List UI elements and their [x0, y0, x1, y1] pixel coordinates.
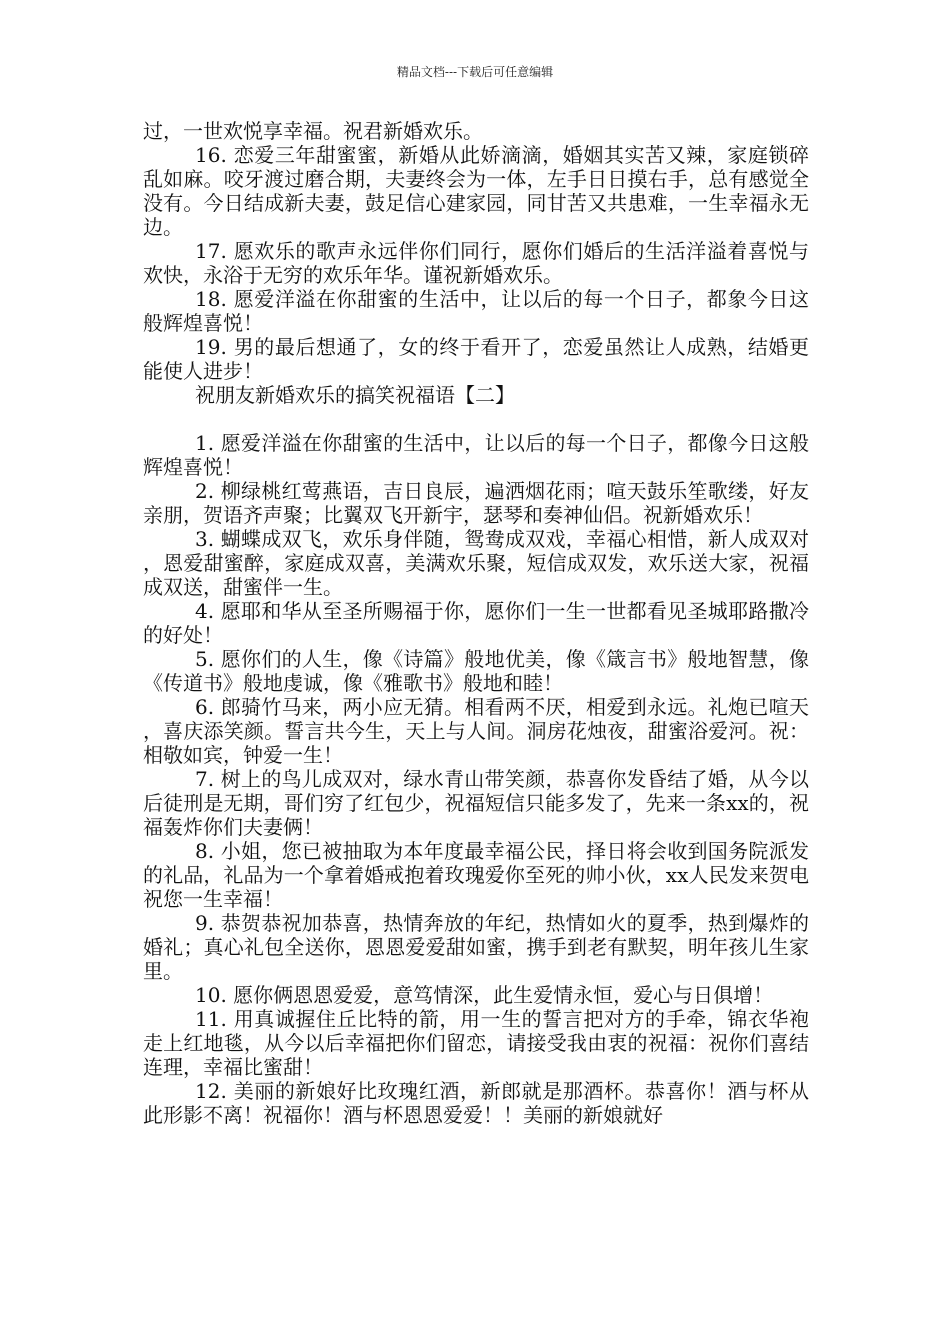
paragraph: 6. 郎骑竹马来，两小应无猜。相看两不厌，相爱到永远。礼炮已喧天，喜庆添笑颜。誓言共今生，天上与人间。洞房花烛夜，甜蜜浴爱河。祝：相敬如宾，钟爱一生！ [143, 695, 809, 767]
paragraph: 4. 愿耶和华从至圣所赐福于你，愿你们一生一世都看见圣城耶路撒冷的好处！ [143, 599, 809, 647]
paragraph: 18. 愿爱洋溢在你甜蜜的生活中，让以后的每一个日子，都象今日这般辉煌喜悦！ [143, 287, 809, 335]
paragraph: 3. 蝴蝶成双飞，欢乐身伴随，鸳鸯成双戏，幸福心相惜，新人成双对，恩爱甜蜜醉，家庭成双喜，美满欢乐聚，短信成双发，欢乐送大家，祝福成双送，甜蜜伴一生。 [143, 527, 809, 599]
page-header: 精品文档---下载后可任意编辑 [396, 65, 554, 79]
paragraph: 9. 恭贺恭祝加恭喜，热情奔放的年纪，热情如火的夏季，热到爆炸的婚礼；真心礼包全送你，恩恩爱爱甜如蜜，携手到老有默契，明年孩儿生家里。 [143, 911, 809, 983]
paragraph: 11. 用真诚握住丘比特的箭，用一生的誓言把对方的手牵，锦衣华袍走上红地毯，从今以后幸福把你们留恋，请接受我由衷的祝福：祝你们喜结连理，幸福比蜜甜！ [143, 1007, 809, 1079]
blank-line [143, 407, 809, 431]
paragraph: 10. 愿你俩恩恩爱爱，意笃情深，此生爱情永恒，爱心与日俱增！ [195, 983, 774, 1007]
paragraph: 过，一世欢悦享幸福。祝君新婚欢乐。 [143, 119, 483, 143]
paragraph: 12. 美丽的新娘好比玫瑰红酒，新郎就是那酒杯。恭喜你！酒与杯从此形影不离！祝福你！酒与杯恩恩爱爱！！美丽的新娘就好 [143, 1079, 809, 1127]
paragraph: 17. 愿欢乐的歌声永远伴你们同行，愿你们婚后的生活洋溢着喜悦与欢快，永浴于无穷的欢乐年华。谨祝新婚欢乐。 [143, 239, 809, 287]
paragraph: 1. 愿爱洋溢在你甜蜜的生活中，让以后的每一个日子，都像今日这般辉煌喜悦！ [143, 431, 809, 479]
paragraph: 5. 愿你们的人生，像《诗篇》般地优美，像《箴言书》般地智慧，像《传道书》般地虔诚，像《雅歌书》般地和睦！ [143, 647, 809, 695]
paragraph: 2. 柳绿桃红莺燕语，吉日良辰，遍洒烟花雨；喧天鼓乐笙歌缕，好友亲朋，贺语齐声聚；比翼双飞开新宇，瑟琴和奏神仙侣。祝新婚欢乐！ [143, 479, 809, 527]
document-body [143, 119, 809, 1127]
paragraph: 19. 男的最后想通了，女的终于看开了，恋爱虽然让人成熟，结婚更能使人进步！ [143, 335, 809, 383]
paragraph: 8. 小姐，您已被抽取为本年度最幸福公民，择日将会收到国务院派发的礼品，礼品为一个拿着婚戒抱着玫瑰爱你至死的帅小伙，xx人民发来贺电祝您一生幸福！ [143, 839, 809, 911]
paragraph: 16. 恋爱三年甜蜜蜜，新婚从此娇滴滴，婚姻其实苦又辣，家庭锁碎乱如麻。咬牙渡过磨合期，夫妻终会为一体，左手日日摸右手，总有感觉全没有。今日结成新夫妻，鼓足信心建家园，同甘苦又共患难，一生幸福永无边。 [143, 143, 809, 239]
paragraph: 7. 树上的鸟儿成双对，绿水青山带笑颜，恭喜你发昏结了婚，从今以后徒刑是无期，哥们穷了红包少，祝福短信只能多发了，先来一条xx的，祝福轰炸你们夫妻俩！ [143, 767, 809, 839]
section-heading: 祝朋友新婚欢乐的搞笑祝福语【二】 [195, 383, 515, 407]
